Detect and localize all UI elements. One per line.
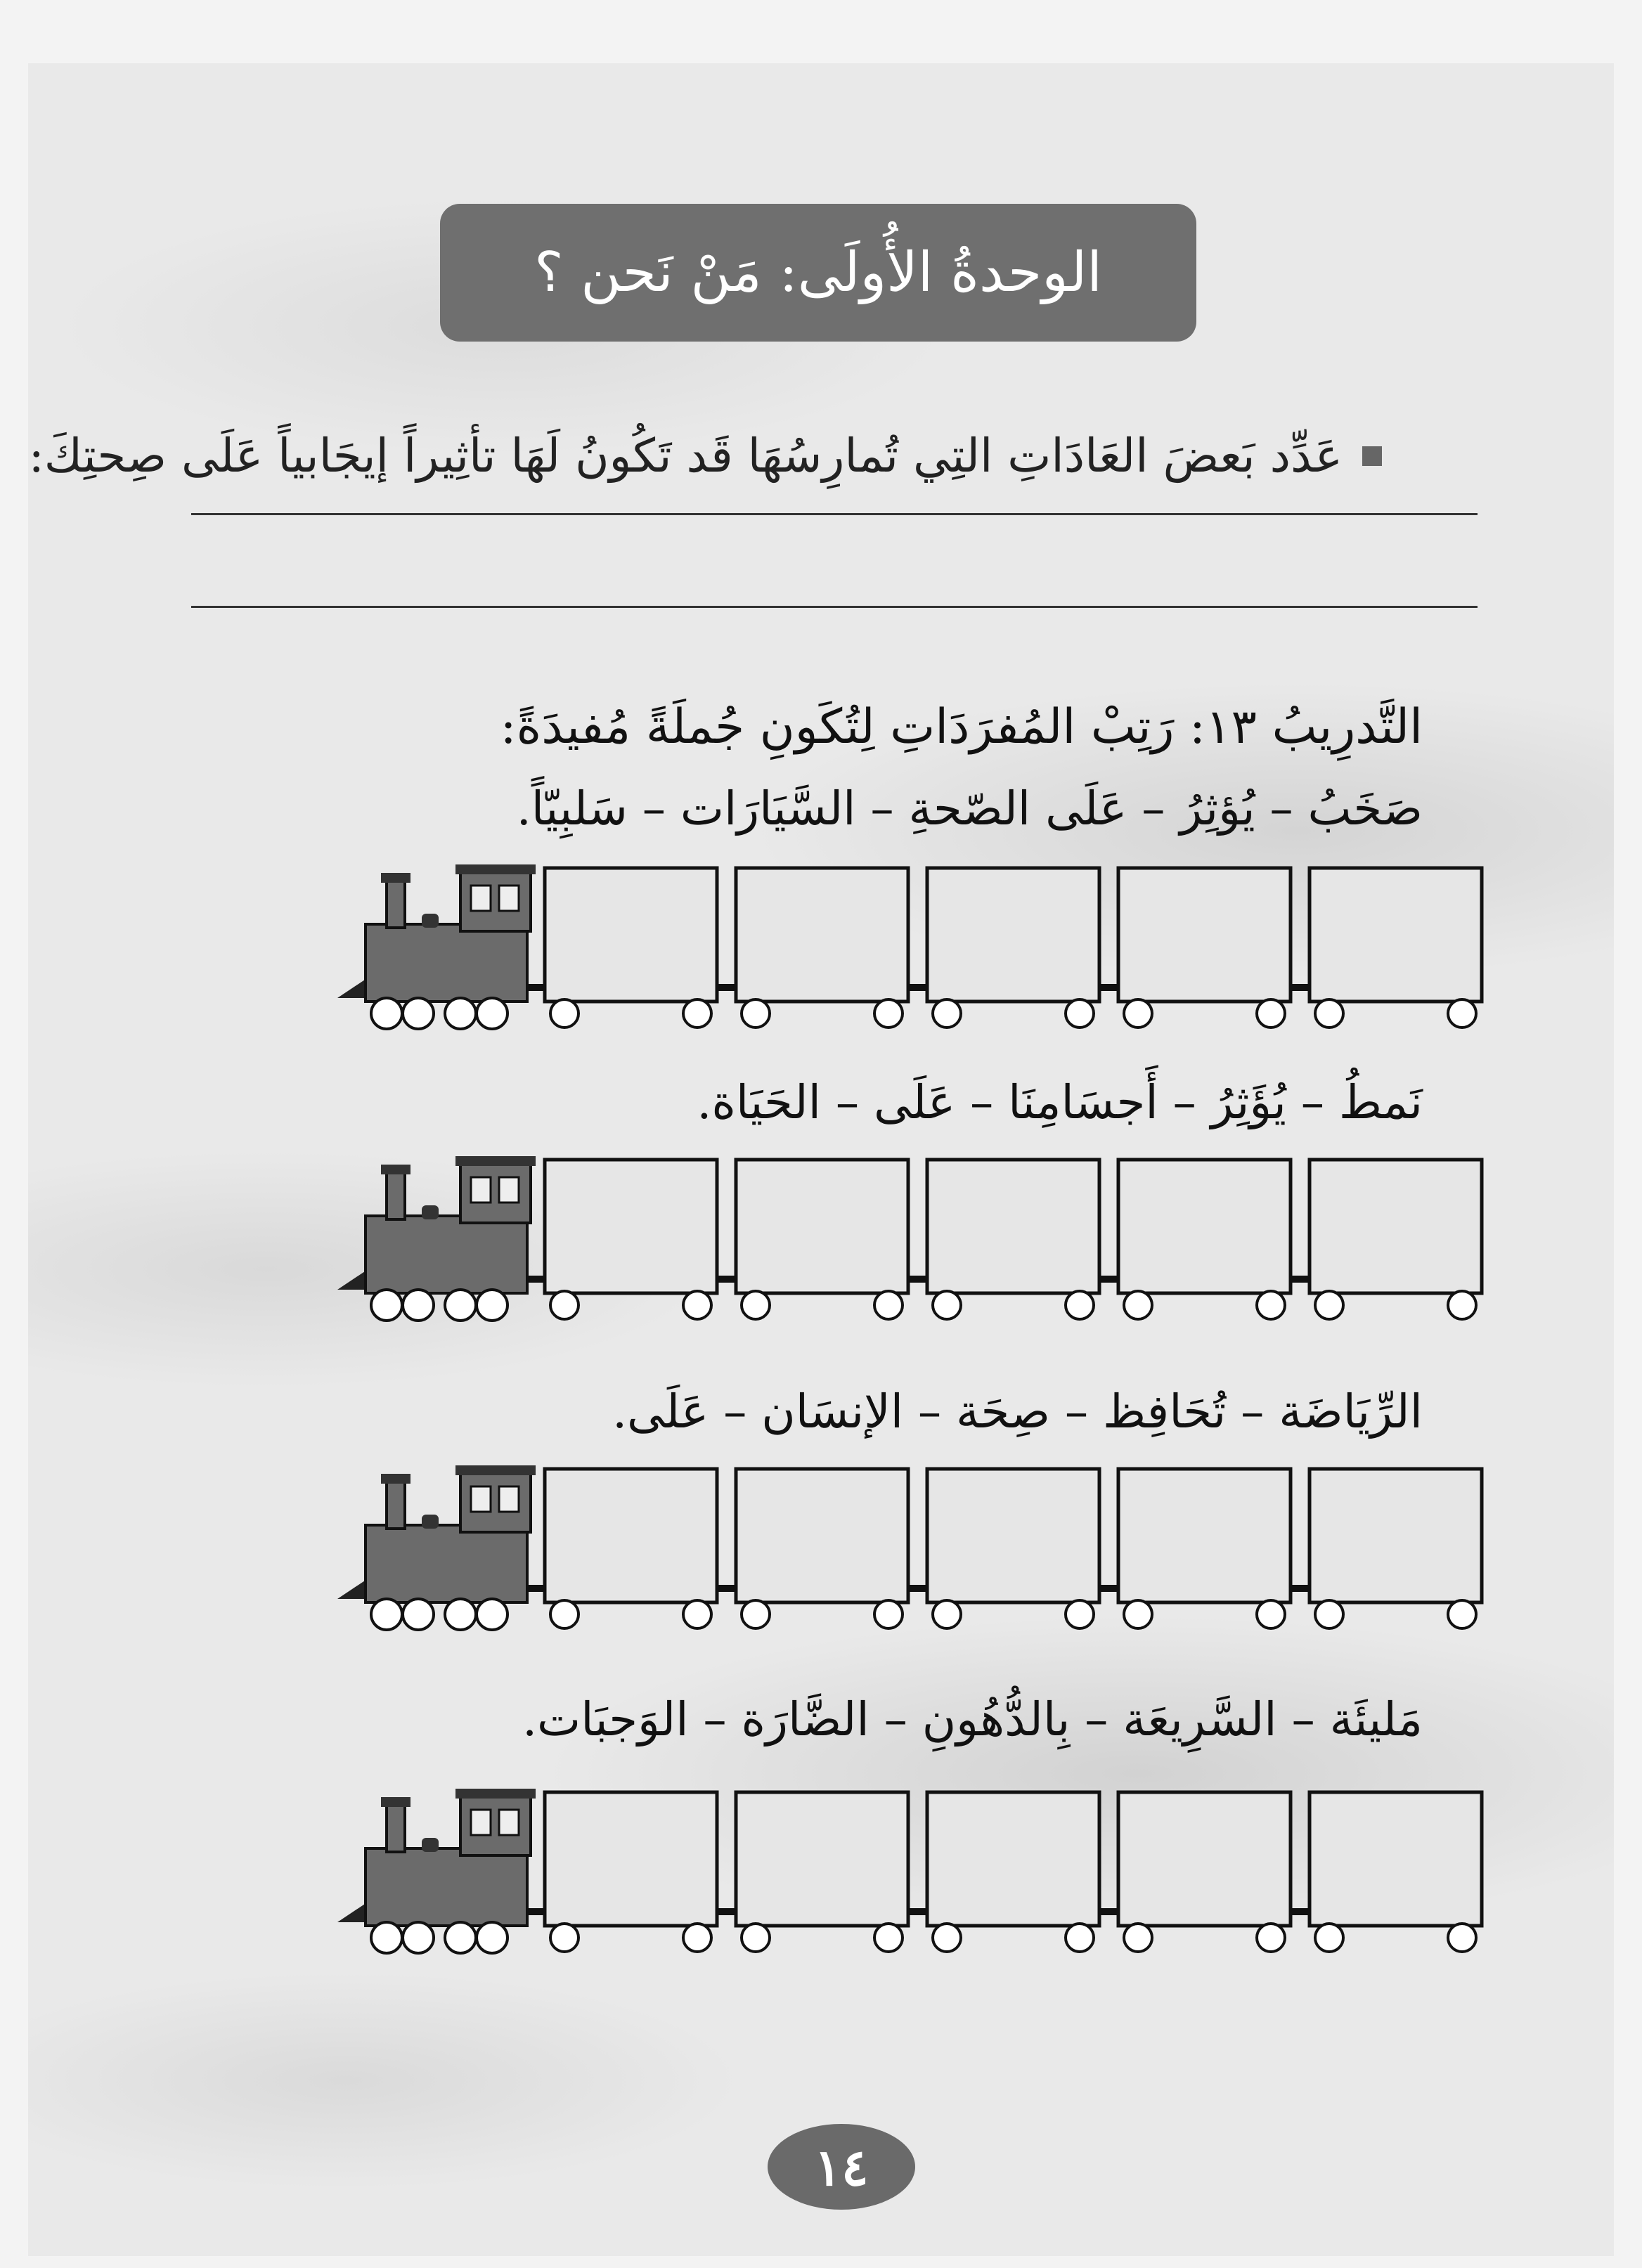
cab-window-icon bbox=[471, 886, 491, 911]
cab-window-icon bbox=[499, 1486, 519, 1512]
engine-wheel-icon bbox=[371, 1922, 402, 1953]
wagon-coupler-icon bbox=[908, 984, 927, 991]
wagon-coupler-icon bbox=[908, 1908, 927, 1915]
engine-wheel-icon bbox=[371, 1599, 402, 1630]
wagon-wheel-icon bbox=[1066, 1600, 1094, 1628]
answer-line-1[interactable] bbox=[191, 513, 1478, 515]
wagon-wheel-icon bbox=[1257, 1291, 1285, 1319]
wagon-coupler-icon bbox=[717, 984, 736, 991]
task-prompt: عَدِّد بَعضَ العَادَاتِ التِي تُمارِسُهَا قَد تَكُونُ لَهَا تأثِيراً إيجَابياً عَلَى صِحتِكَ: bbox=[28, 429, 1343, 483]
wagon-wheel-icon bbox=[550, 1600, 578, 1628]
wagon-answer-box[interactable] bbox=[1310, 1469, 1482, 1602]
wagon-coupler-icon bbox=[526, 1908, 545, 1915]
wagon-wheel-icon bbox=[1066, 1291, 1094, 1319]
engine-wheel-icon bbox=[371, 998, 402, 1029]
engine-wheel-icon bbox=[445, 998, 476, 1029]
wagon-coupler-icon bbox=[526, 984, 545, 991]
cab-window-icon bbox=[471, 1810, 491, 1835]
wagon-coupler-icon bbox=[1291, 1908, 1310, 1915]
engine-dome-icon bbox=[422, 914, 439, 928]
wagon-answer-box[interactable] bbox=[1118, 1469, 1291, 1602]
wagon-wheel-icon bbox=[742, 1600, 770, 1628]
wagon-wheel-icon bbox=[1448, 999, 1476, 1028]
train-drawing bbox=[337, 1149, 1504, 1325]
wagon-wheel-icon bbox=[742, 1291, 770, 1319]
engine-body-icon bbox=[366, 924, 527, 1002]
chimney-cap-icon bbox=[381, 1474, 410, 1484]
engine-wheel-icon bbox=[403, 1922, 434, 1953]
wagon-wheel-icon bbox=[1124, 1924, 1152, 1952]
engine-wheel-icon bbox=[403, 1290, 434, 1321]
unit-title: الوحدةُ الأُولَى: مَنْ نَحن ؟ bbox=[534, 241, 1102, 304]
wagon-wheel-icon bbox=[1257, 1924, 1285, 1952]
wagon-wheel-icon bbox=[742, 999, 770, 1028]
wagon-answer-box[interactable] bbox=[1118, 868, 1291, 1002]
wagon-answer-box[interactable] bbox=[927, 868, 1099, 1002]
engine-dome-icon bbox=[422, 1205, 439, 1219]
wagon-wheel-icon bbox=[874, 999, 903, 1028]
cab-window-icon bbox=[499, 1810, 519, 1835]
wagon-wheel-icon bbox=[1124, 1291, 1152, 1319]
wagon-answer-box[interactable] bbox=[1118, 1792, 1291, 1926]
cab-roof-icon bbox=[455, 864, 536, 874]
chimney-cap-icon bbox=[381, 873, 410, 883]
wagon-wheel-icon bbox=[1257, 999, 1285, 1028]
worksheet-page bbox=[28, 63, 1614, 2256]
wagon-wheel-icon bbox=[874, 1924, 903, 1952]
wagon-wheel-icon bbox=[874, 1291, 903, 1319]
wagon-wheel-icon bbox=[1124, 999, 1152, 1028]
engine-body-icon bbox=[366, 1848, 527, 1926]
wagon-coupler-icon bbox=[526, 1585, 545, 1592]
wagon-wheel-icon bbox=[1066, 999, 1094, 1028]
wagon-wheel-icon bbox=[1448, 1924, 1476, 1952]
wagon-answer-box[interactable] bbox=[545, 1792, 717, 1926]
wagon-wheel-icon bbox=[550, 1924, 578, 1952]
engine-wheel-icon bbox=[445, 1290, 476, 1321]
wagon-answer-box[interactable] bbox=[1310, 868, 1482, 1002]
wagon-coupler-icon bbox=[1099, 1585, 1118, 1592]
wagon-wheel-icon bbox=[933, 1600, 961, 1628]
train-answer-row-1 bbox=[337, 857, 1504, 1033]
cab-roof-icon bbox=[455, 1465, 536, 1475]
train-drawing bbox=[337, 1458, 1504, 1634]
train-drawing bbox=[337, 1782, 1504, 1957]
wagon-wheel-icon bbox=[933, 1924, 961, 1952]
word-list-1: صَخَبُ – يُؤثِرُ – عَلَى الصّحةِ – السَّيَارَات – سَلبِيّاً. bbox=[516, 782, 1423, 836]
unit-title-banner bbox=[440, 204, 1196, 342]
chimney-cap-icon bbox=[381, 1797, 410, 1807]
wagon-coupler-icon bbox=[908, 1585, 927, 1592]
wagon-coupler-icon bbox=[717, 1585, 736, 1592]
wagon-coupler-icon bbox=[717, 1908, 736, 1915]
train-answer-row-3 bbox=[337, 1458, 1504, 1634]
wagon-wheel-icon bbox=[683, 1924, 711, 1952]
wagon-answer-box[interactable] bbox=[1310, 1160, 1482, 1293]
wagon-coupler-icon bbox=[1291, 1585, 1310, 1592]
wagon-wheel-icon bbox=[1448, 1291, 1476, 1319]
engine-wheel-icon bbox=[477, 1599, 508, 1630]
engine-wheel-icon bbox=[477, 998, 508, 1029]
wagon-answer-box[interactable] bbox=[736, 1160, 908, 1293]
wagon-wheel-icon bbox=[1257, 1600, 1285, 1628]
train-drawing bbox=[337, 857, 1504, 1033]
engine-wheel-icon bbox=[477, 1290, 508, 1321]
engine-chimney-icon bbox=[387, 1803, 405, 1852]
page-number: ١٤ bbox=[814, 2137, 869, 2197]
wagon-wheel-icon bbox=[1315, 999, 1343, 1028]
word-list-3: الرِّيَاضَة – تُحَافِظ – صِحَة – الإنسَان – عَلَى. bbox=[612, 1385, 1423, 1439]
wagon-wheel-icon bbox=[933, 999, 961, 1028]
engine-wheel-icon bbox=[445, 1599, 476, 1630]
wagon-wheel-icon bbox=[550, 1291, 578, 1319]
wagon-answer-box[interactable] bbox=[545, 1469, 717, 1602]
engine-wheel-icon bbox=[371, 1290, 402, 1321]
wagon-answer-box[interactable] bbox=[927, 1469, 1099, 1602]
engine-dome-icon bbox=[422, 1838, 439, 1852]
wagon-coupler-icon bbox=[908, 1276, 927, 1283]
wagon-answer-box[interactable] bbox=[736, 1792, 908, 1926]
engine-wheel-icon bbox=[445, 1922, 476, 1953]
task-prompt-row bbox=[29, 429, 1382, 483]
engine-wheel-icon bbox=[403, 1599, 434, 1630]
train-answer-row-2 bbox=[337, 1149, 1504, 1325]
wagon-coupler-icon bbox=[1099, 1908, 1118, 1915]
word-list-4: مَليئَة – السَّرِيعَة – بِالدُّهُونِ – الضَّارَة – الوَجبَات. bbox=[522, 1692, 1423, 1747]
wagon-wheel-icon bbox=[1124, 1600, 1152, 1628]
engine-chimney-icon bbox=[387, 1170, 405, 1219]
wagon-wheel-icon bbox=[874, 1600, 903, 1628]
bullet-square-icon bbox=[1362, 446, 1382, 466]
wagon-coupler-icon bbox=[1099, 1276, 1118, 1283]
wagon-wheel-icon bbox=[1315, 1600, 1343, 1628]
wagon-wheel-icon bbox=[933, 1291, 961, 1319]
wagon-coupler-icon bbox=[1291, 1276, 1310, 1283]
wagon-coupler-icon bbox=[526, 1276, 545, 1283]
wagon-wheel-icon bbox=[683, 999, 711, 1028]
wagon-wheel-icon bbox=[1315, 1291, 1343, 1319]
page-number-badge bbox=[768, 2124, 915, 2210]
wagon-answer-box[interactable] bbox=[545, 1160, 717, 1293]
word-list-2: نَمطُ – يُؤَثِرُ – أَجسَامِنَا – عَلَى – الحَيَاة. bbox=[697, 1075, 1423, 1129]
chimney-cap-icon bbox=[381, 1165, 410, 1174]
cab-window-icon bbox=[471, 1177, 491, 1203]
wagon-answer-box[interactable] bbox=[927, 1160, 1099, 1293]
exercise-title: التَّدرِيبُ ١٣: رَتِبْ المُفرَدَاتِ لِتُكَونِ جُملَةً مُفيدَةً: bbox=[500, 699, 1423, 755]
wagon-coupler-icon bbox=[717, 1276, 736, 1283]
wagon-wheel-icon bbox=[1448, 1600, 1476, 1628]
train-answer-row-4 bbox=[337, 1782, 1504, 1957]
wagon-wheel-icon bbox=[1066, 1924, 1094, 1952]
wagon-wheel-icon bbox=[683, 1600, 711, 1628]
wagon-coupler-icon bbox=[1099, 984, 1118, 991]
cab-roof-icon bbox=[455, 1156, 536, 1166]
engine-dome-icon bbox=[422, 1515, 439, 1529]
wagon-answer-box[interactable] bbox=[545, 868, 717, 1002]
wagon-wheel-icon bbox=[742, 1924, 770, 1952]
wagon-answer-box[interactable] bbox=[1118, 1160, 1291, 1293]
cab-window-icon bbox=[499, 1177, 519, 1203]
engine-body-icon bbox=[366, 1216, 527, 1293]
engine-body-icon bbox=[366, 1525, 527, 1602]
engine-chimney-icon bbox=[387, 1479, 405, 1529]
cab-roof-icon bbox=[455, 1789, 536, 1799]
answer-line-2[interactable] bbox=[191, 606, 1478, 608]
wagon-wheel-icon bbox=[1315, 1924, 1343, 1952]
engine-wheel-icon bbox=[403, 998, 434, 1029]
wagon-answer-box[interactable] bbox=[736, 868, 908, 1002]
engine-wheel-icon bbox=[477, 1922, 508, 1953]
wagon-answer-box[interactable] bbox=[927, 1792, 1099, 1926]
wagon-answer-box[interactable] bbox=[736, 1469, 908, 1602]
wagon-answer-box[interactable] bbox=[1310, 1792, 1482, 1926]
wagon-wheel-icon bbox=[550, 999, 578, 1028]
wagon-wheel-icon bbox=[683, 1291, 711, 1319]
cab-window-icon bbox=[499, 886, 519, 911]
wagon-coupler-icon bbox=[1291, 984, 1310, 991]
cab-window-icon bbox=[471, 1486, 491, 1512]
engine-chimney-icon bbox=[387, 879, 405, 928]
